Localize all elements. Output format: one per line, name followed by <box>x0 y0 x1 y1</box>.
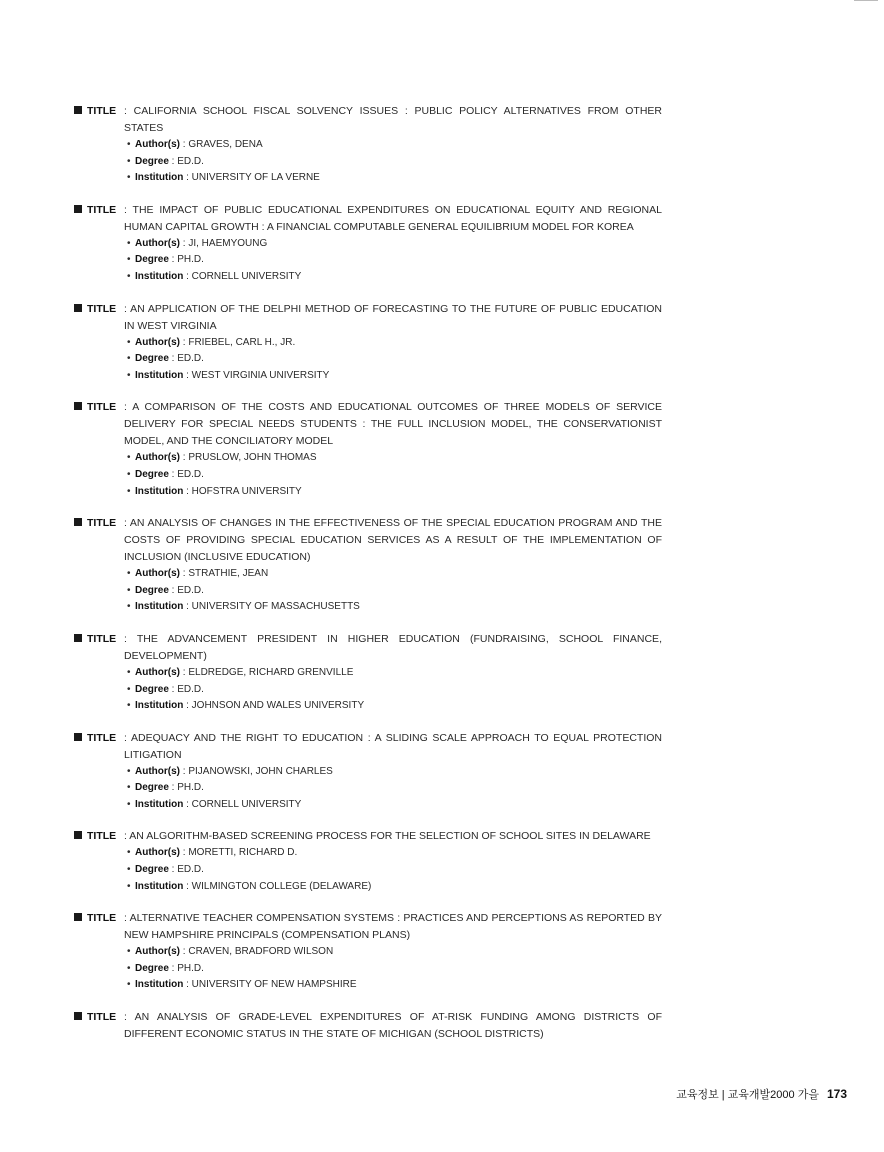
degree-label: Degree <box>135 864 169 876</box>
dot-bullet-icon: • <box>127 601 131 613</box>
dot-bullet-icon: • <box>127 353 131 365</box>
degree-value: PH.D. <box>177 782 204 794</box>
title-text: ADEQUACY AND THE RIGHT TO EDUCATION : A SLIDING SCALE APPROACH TO EQUAL PROTECTION LITIGATION <box>124 731 662 761</box>
degree-value: PH.D. <box>177 962 204 974</box>
entry-author <box>124 845 662 862</box>
degree-label: Degree <box>135 155 169 167</box>
square-bullet-icon <box>74 304 82 312</box>
dissertation-list <box>74 103 662 1058</box>
institution-value: CORNELL UNIVERSITY <box>191 798 302 810</box>
author-value: CRAVEN, BRADFORD WILSON <box>188 946 334 958</box>
dot-bullet-icon: • <box>127 798 131 810</box>
title-label: TITLE <box>87 105 117 117</box>
title-text: AN ANALYSIS OF CHANGES IN THE EFFECTIVENESS OF THE SPECIAL EDUCATION PROGRAM AND THE COSTS OF PROVIDING SPECIAL EDUCATION SERVICES AS A RESULT OF THE IMPLEMENTATION OF INCLUSION (INCLUSIVE EDUCATION) <box>124 517 662 564</box>
institution-separator: : <box>183 700 192 712</box>
institution-label: Institution <box>135 270 184 282</box>
title-label: TITLE <box>87 830 117 843</box>
institution-value: WEST VIRGINIA UNIVERSITY <box>191 369 330 381</box>
title-label: TITLE <box>87 731 117 744</box>
author-label: Author(s) <box>135 946 180 958</box>
entry-author <box>124 137 662 154</box>
dissertation-entry <box>74 399 662 500</box>
entry-institution <box>124 170 662 187</box>
entry-title <box>124 730 662 764</box>
title-text: AN ALGORITHM-BASED SCREENING PROCESS FOR THE SELECTION OF SCHOOL SITES IN DELAWARE <box>129 830 651 843</box>
entry-institution <box>124 977 662 994</box>
entry-degree <box>124 961 662 978</box>
author-label: Author(s) <box>135 568 180 580</box>
author-value: ELDREDGE, RICHARD GRENVILLE <box>188 666 354 678</box>
author-label: Author(s) <box>135 765 180 777</box>
title-separator: : <box>124 912 130 925</box>
dot-bullet-icon: • <box>127 847 131 859</box>
entry-title <box>124 910 662 944</box>
institution-label: Institution <box>135 369 184 381</box>
author-separator: : <box>180 452 189 464</box>
page-footer <box>676 1086 847 1102</box>
title-separator: : <box>124 632 137 645</box>
dot-bullet-icon: • <box>127 979 131 991</box>
dissertation-entry <box>74 1009 662 1043</box>
dot-bullet-icon: • <box>127 468 131 480</box>
institution-label: Institution <box>135 172 184 184</box>
dot-bullet-icon: • <box>127 336 131 348</box>
dot-bullet-icon: • <box>127 782 131 794</box>
degree-value: ED.D. <box>177 468 204 480</box>
entry-title <box>124 828 662 845</box>
dissertation-entry <box>74 202 662 286</box>
dot-bullet-icon: • <box>127 765 131 777</box>
institution-separator: : <box>183 601 192 613</box>
entry-institution <box>124 879 662 896</box>
entry-author <box>124 764 662 781</box>
author-label: Author(s) <box>135 139 180 150</box>
entry-degree <box>124 682 662 699</box>
institution-value: JOHNSON AND WALES UNIVERSITY <box>191 700 365 712</box>
square-bullet-icon <box>74 106 82 114</box>
dissertation-entry <box>74 631 662 715</box>
square-bullet-icon <box>74 1012 82 1020</box>
institution-separator: : <box>183 880 192 892</box>
dissertation-entry <box>74 910 662 994</box>
degree-label: Degree <box>135 353 169 365</box>
institution-label: Institution <box>135 700 184 712</box>
title-separator: : <box>124 401 133 414</box>
title-label: TITLE <box>87 1011 117 1024</box>
institution-separator: : <box>183 798 192 810</box>
title-separator: : <box>124 517 130 530</box>
square-bullet-icon <box>74 831 82 839</box>
author-separator: : <box>180 336 189 348</box>
institution-label: Institution <box>135 880 184 892</box>
institution-separator: : <box>183 172 192 184</box>
author-value: STRATHIE, JEAN <box>188 568 269 580</box>
square-bullet-icon <box>74 913 82 921</box>
page-number: 173 <box>826 1087 847 1101</box>
entry-author <box>124 450 662 467</box>
entry-institution <box>124 698 662 715</box>
author-value: MORETTI, RICHARD D. <box>188 847 298 859</box>
corner-mark <box>854 0 878 1</box>
institution-label: Institution <box>135 485 184 497</box>
entry-institution <box>124 269 662 286</box>
institution-value: UNIVERSITY OF MASSACHUSETTS <box>191 601 360 613</box>
author-value: PRUSLOW, JOHN THOMAS <box>188 452 317 464</box>
dot-bullet-icon: • <box>127 946 131 958</box>
title-text: AN APPLICATION OF THE DELPHI METHOD OF FORECASTING TO THE FUTURE OF PUBLIC EDUCATION IN WEST VIRGINIA <box>124 302 663 332</box>
dissertation-entry <box>74 301 662 385</box>
entry-title <box>124 515 662 566</box>
author-separator: : <box>180 568 189 580</box>
entry-degree <box>124 583 662 600</box>
entry-author <box>124 944 662 961</box>
title-separator: : <box>124 1011 135 1024</box>
dot-bullet-icon: • <box>127 485 131 497</box>
author-value: FRIEBEL, CARL H., JR. <box>188 336 296 348</box>
degree-separator: : <box>168 962 178 974</box>
institution-separator: : <box>183 369 192 381</box>
degree-label: Degree <box>135 962 169 974</box>
dot-bullet-icon: • <box>127 666 131 678</box>
entry-author <box>124 566 662 583</box>
dot-bullet-icon: • <box>127 700 131 712</box>
degree-value: ED.D. <box>177 155 204 167</box>
entry-degree <box>124 780 662 797</box>
square-bullet-icon <box>74 634 82 642</box>
entry-institution <box>124 797 662 814</box>
author-separator: : <box>180 946 189 958</box>
degree-value: PH.D. <box>177 254 204 266</box>
footer-publication: 교육정보 | 교육개발2000 가을 <box>676 1089 819 1101</box>
title-label: TITLE <box>87 302 117 315</box>
title-text: THE IMPACT OF PUBLIC EDUCATIONAL EXPENDITURES ON EDUCATIONAL EQUITY AND REGIONAL HUMAN CAPITAL GROWTH : A FINANCIAL COMPUTABLE GENERAL EQUILIBRIUM MODEL FOR KOREA <box>124 203 662 233</box>
dot-bullet-icon: • <box>127 864 131 876</box>
dissertation-entry <box>74 103 662 187</box>
entry-title <box>124 103 662 137</box>
degree-separator: : <box>168 584 178 596</box>
institution-label: Institution <box>135 601 184 613</box>
dot-bullet-icon: • <box>127 568 131 580</box>
degree-separator: : <box>168 782 178 794</box>
square-bullet-icon <box>74 205 82 213</box>
title-text: A COMPARISON OF THE COSTS AND EDUCATIONAL OUTCOMES OF THREE MODELS OF SERVICE DELIVERY FOR SPECIAL NEEDS STUDENTS : THE FULL INCLUSION MODEL, THE CONSERVATIONIST MODEL, AND THE CONCILIATORY MODEL <box>124 401 662 448</box>
author-label: Author(s) <box>135 847 180 859</box>
entry-author <box>124 665 662 682</box>
degree-value: ED.D. <box>177 584 204 596</box>
institution-value: WILMINGTON COLLEGE (DELAWARE) <box>191 880 372 892</box>
title-text: CALIFORNIA SCHOOL FISCAL SOLVENCY ISSUES : PUBLIC POLICY ALTERNATIVES FROM OTHER STATES <box>124 105 662 134</box>
title-label: TITLE <box>87 203 117 216</box>
title-separator: : <box>124 203 133 216</box>
degree-label: Degree <box>135 683 169 695</box>
dissertation-entry <box>74 515 662 616</box>
institution-value: HOFSTRA UNIVERSITY <box>191 485 302 497</box>
author-label: Author(s) <box>135 666 180 678</box>
institution-separator: : <box>183 485 192 497</box>
dissertation-entry <box>74 828 662 895</box>
institution-label: Institution <box>135 798 184 810</box>
dot-bullet-icon: • <box>127 452 131 464</box>
entry-degree <box>124 862 662 879</box>
author-separator: : <box>180 847 189 859</box>
title-text: ALTERNATIVE TEACHER COMPENSATION SYSTEMS : PRACTICES AND PERCEPTIONS AS REPORTED BY NEW HAMPSHIRE PRINCIPALS (COMPENSATION PLANS) <box>124 912 662 942</box>
author-value: PIJANOWSKI, JOHN CHARLES <box>188 765 333 777</box>
dot-bullet-icon: • <box>127 270 131 282</box>
degree-value: ED.D. <box>177 683 204 695</box>
degree-separator: : <box>168 864 178 876</box>
title-label: TITLE <box>87 401 117 414</box>
entry-institution <box>124 484 662 501</box>
degree-label: Degree <box>135 782 169 794</box>
degree-value: ED.D. <box>177 353 204 365</box>
dot-bullet-icon: • <box>127 155 131 167</box>
entry-degree <box>124 252 662 269</box>
title-separator: : <box>124 830 130 843</box>
entry-title <box>124 1009 662 1043</box>
entry-author <box>124 335 662 352</box>
title-label: TITLE <box>87 517 117 530</box>
dot-bullet-icon: • <box>127 369 131 381</box>
dissertation-entry <box>74 730 662 814</box>
entry-title <box>124 631 662 665</box>
square-bullet-icon <box>74 402 82 410</box>
author-label: Author(s) <box>135 237 180 249</box>
degree-separator: : <box>168 353 178 365</box>
dot-bullet-icon: • <box>127 962 131 974</box>
degree-separator: : <box>168 254 178 266</box>
institution-separator: : <box>183 270 192 282</box>
square-bullet-icon <box>74 518 82 526</box>
author-value: JI, HAEMYOUNG <box>188 237 268 249</box>
dot-bullet-icon: • <box>127 237 131 249</box>
entry-degree <box>124 467 662 484</box>
author-separator: : <box>180 237 189 249</box>
degree-separator: : <box>168 683 178 695</box>
author-label: Author(s) <box>135 452 180 464</box>
degree-label: Degree <box>135 584 169 596</box>
dot-bullet-icon: • <box>127 254 131 266</box>
entry-title <box>124 301 662 335</box>
title-text: THE ADVANCEMENT PRESIDENT IN HIGHER EDUCATION (FUNDRAISING, SCHOOL FINANCE, DEVELOPMENT) <box>124 632 662 662</box>
dot-bullet-icon: • <box>127 584 131 596</box>
dot-bullet-icon: • <box>127 683 131 695</box>
title-text: AN ANALYSIS OF GRADE-LEVEL EXPENDITURES OF AT-RISK FUNDING AMONG DISTRICTS OF DIFFERENT ECONOMIC STATUS IN THE STATE OF MICHIGAN (SCHOOL DISTRICTS) <box>124 1011 662 1041</box>
title-label: TITLE <box>87 632 117 645</box>
title-separator: : <box>124 731 131 744</box>
dot-bullet-icon: • <box>127 880 131 892</box>
entry-institution <box>124 599 662 616</box>
entry-title <box>124 399 662 450</box>
entry-institution <box>124 368 662 385</box>
entry-degree <box>124 351 662 368</box>
entry-degree <box>124 154 662 171</box>
title-separator: : <box>124 105 134 117</box>
dot-bullet-icon: • <box>127 139 131 150</box>
author-label: Author(s) <box>135 336 180 348</box>
title-separator: : <box>124 302 131 315</box>
degree-separator: : <box>168 155 178 167</box>
institution-value: UNIVERSITY OF NEW HAMPSHIRE <box>191 979 357 991</box>
institution-label: Institution <box>135 979 184 991</box>
author-value: GRAVES, DENA <box>188 139 263 150</box>
degree-separator: : <box>168 468 178 480</box>
degree-label: Degree <box>135 468 169 480</box>
institution-value: UNIVERSITY OF LA VERNE <box>191 172 320 184</box>
institution-separator: : <box>183 979 192 991</box>
degree-value: ED.D. <box>177 864 204 876</box>
institution-value: CORNELL UNIVERSITY <box>191 270 302 282</box>
author-separator: : <box>180 139 189 150</box>
title-label: TITLE <box>87 912 117 925</box>
degree-label: Degree <box>135 254 169 266</box>
dot-bullet-icon: • <box>127 172 131 184</box>
author-separator: : <box>180 765 189 777</box>
entry-title <box>124 202 662 236</box>
entry-author <box>124 236 662 253</box>
square-bullet-icon <box>74 733 82 741</box>
author-separator: : <box>180 666 189 678</box>
